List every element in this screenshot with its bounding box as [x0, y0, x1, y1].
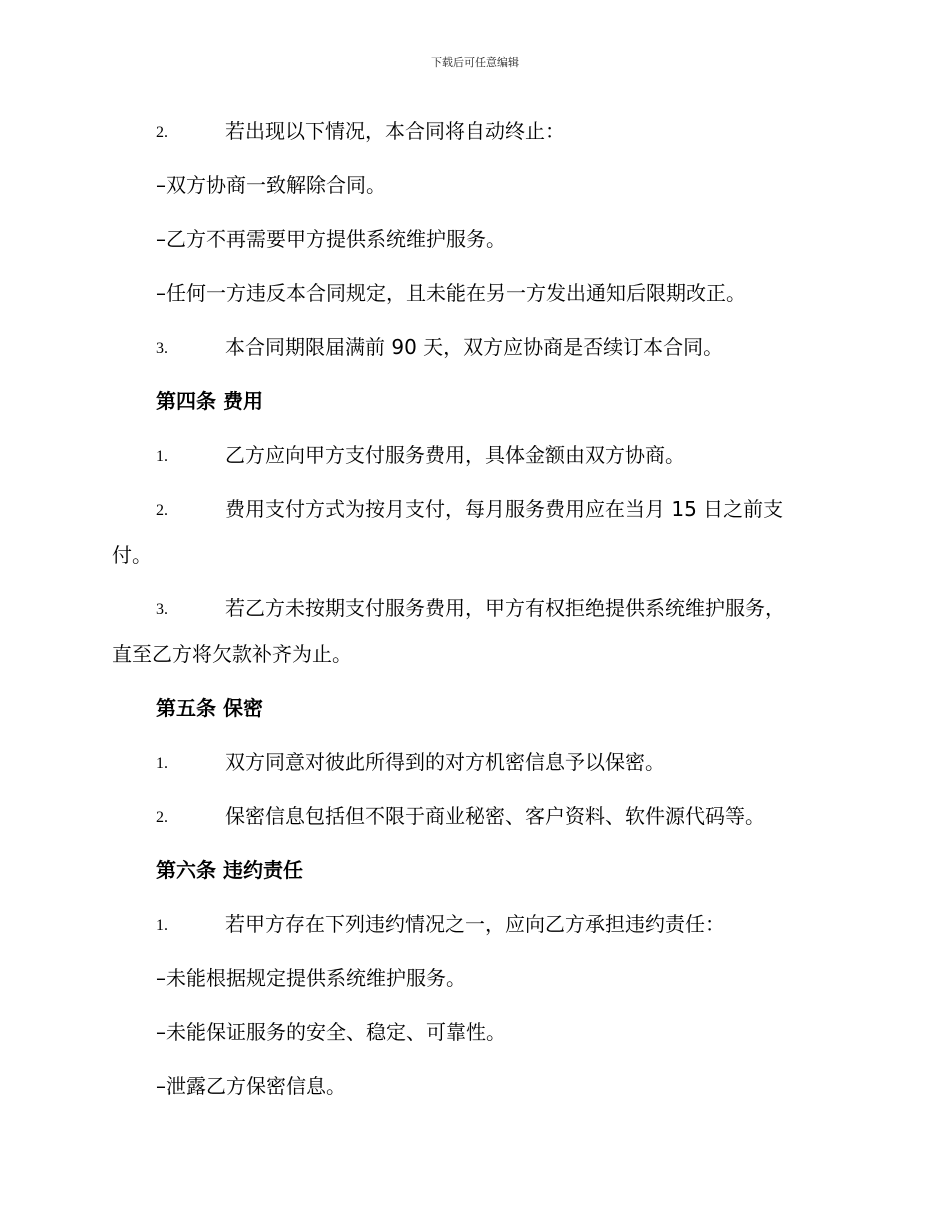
item-number: 3.: [156, 340, 168, 357]
item-text: 若出现以下情况，本合同将自动终止：: [225, 119, 565, 143]
item-text: 本合同期限届满前 90 天，双方应协商是否续订本合同。: [225, 335, 724, 359]
dash-item: –双方协商一致解除合同。: [156, 173, 386, 197]
dash-item: –乙方不再需要甲方提供系统维护服务。: [156, 227, 506, 251]
item-number: 1.: [156, 917, 168, 934]
dash-item: –未能根据规定提供系统维护服务。: [156, 966, 466, 990]
item-number: 2.: [156, 809, 168, 826]
dash-item: –泄露乙方保密信息。: [156, 1074, 346, 1098]
section-heading: 第四条 费用: [156, 389, 263, 413]
item-text: 费用支付方式为按月支付，每月服务费用应在当月 15 日之前支: [225, 497, 784, 521]
item-number: 1.: [156, 755, 168, 772]
item-number: 2.: [156, 124, 168, 141]
item-number: 1.: [156, 448, 168, 465]
item-text: 乙方应向甲方支付服务费用，具体金额由双方协商。: [225, 443, 685, 467]
item-continuation: 付。: [112, 543, 152, 567]
section-heading: 第五条 保密: [156, 696, 263, 720]
item-continuation: 直至乙方将欠款补齐为止。: [112, 642, 352, 666]
item-text: 若乙方未按期支付服务费用，甲方有权拒绝提供系统维护服务，: [225, 596, 785, 620]
dash-item: –未能保证服务的安全、稳定、可靠性。: [156, 1020, 506, 1044]
dash-item: –任何一方违反本合同规定，且未能在另一方发出通知后限期改正。: [156, 281, 746, 305]
item-text: 若甲方存在下列违约情况之一，应向乙方承担违约责任：: [225, 912, 725, 936]
item-number: 3.: [156, 601, 168, 618]
item-text: 保密信息包括但不限于商业秘密、客户资料、软件源代码等。: [225, 804, 765, 828]
item-text: 双方同意对彼此所得到的对方机密信息予以保密。: [225, 750, 665, 774]
section-heading: 第六条 违约责任: [156, 858, 303, 882]
item-number: 2.: [156, 502, 168, 519]
page-header: 下载后可任意编辑: [431, 56, 519, 69]
